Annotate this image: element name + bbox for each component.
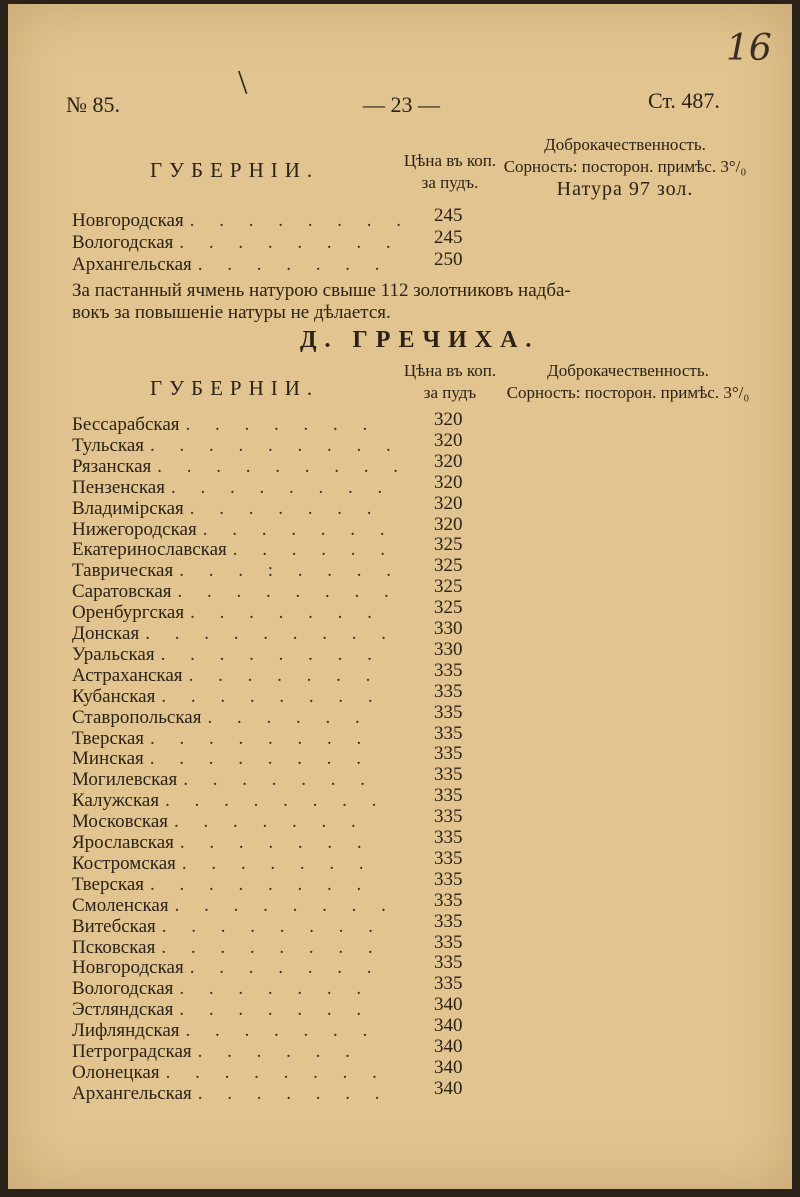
quality-d-line2: Сорность: посторон. примѣс. 3°/₀ (506, 383, 750, 402)
table-row (72, 868, 492, 895)
table-row (72, 847, 492, 874)
leader-dots: . . . . . . . (197, 1082, 390, 1104)
leader-dots: . . . . . . (207, 706, 370, 728)
province-name: Костромская (72, 852, 176, 874)
leader-dots: . . . . . . . (197, 254, 390, 275)
leader-dots: . . . . . . . (174, 811, 366, 833)
price-value: 250 (434, 249, 463, 270)
province-name: Витебская (72, 915, 156, 937)
province-name: Тульская (72, 434, 145, 456)
table-row (72, 205, 492, 231)
province-name: Тверская (72, 727, 145, 749)
price-value: 320 (434, 429, 463, 451)
leader-dots: . . . . . . . . (189, 210, 411, 231)
leader-dots: . . . . . . . (185, 414, 378, 435)
table-row (72, 659, 492, 686)
leader-dots: . . . . . . . (183, 769, 375, 791)
table-row (72, 249, 492, 275)
table-row (72, 638, 492, 665)
quality-d-line1: Доброкачественность. (547, 361, 709, 380)
leader-dots: . . . . . . . (179, 999, 372, 1021)
leader-dots: . . . . . . . (202, 518, 395, 540)
leader-dots: . . . . . . . . (179, 232, 401, 253)
price-heading-line1: Цѣна въ коп. (403, 151, 497, 170)
price-value: 335 (434, 806, 463, 828)
quality-heading-d (503, 360, 753, 404)
province-name: Смоленская (72, 894, 169, 916)
page-number: — 23 — (363, 92, 440, 117)
province-name: Уральская (72, 643, 155, 665)
price-value: 320 (434, 513, 463, 535)
table-row (72, 889, 492, 916)
price-value: 335 (434, 910, 463, 932)
leader-dots: . . . . . . . (189, 957, 382, 979)
leader-dots: . . . . . . . . (177, 581, 399, 603)
province-name: Минская (72, 748, 144, 770)
table-row (72, 471, 492, 498)
province-name: Архангельская (72, 254, 192, 275)
table-row (72, 1077, 492, 1104)
handwritten-page-number: 16 (726, 28, 772, 69)
price-value: 340 (434, 994, 463, 1016)
table-row (72, 680, 492, 707)
province-name: Петроградская (72, 1041, 192, 1062)
leader-dots: . . . : . . . . (179, 560, 401, 582)
table-row (72, 429, 492, 456)
leader-dots: . . . . . . . . (165, 1061, 387, 1083)
province-name: Донская (72, 623, 140, 644)
price-value: 335 (434, 889, 463, 911)
price-value: 340 (434, 1036, 463, 1057)
price-heading-d-line1: Цѣна въ коп. (403, 361, 497, 380)
price-value: 245 (434, 205, 463, 226)
province-name: Таврическая (72, 560, 174, 582)
province-name: Псковская (72, 936, 156, 958)
province-name: Лифляндская (72, 1020, 180, 1042)
table-row (72, 409, 492, 435)
leader-dots: . . . . . . . . (170, 476, 393, 498)
price-value: 335 (434, 868, 463, 890)
leader-dots: . . . . . . . . (149, 748, 372, 770)
note-line2: вокъ за повышенiе натуры не дѣлается. (72, 302, 391, 323)
quality-line3: Натура 97 зол. (556, 178, 694, 200)
price-heading-line2: за пудъ. (421, 173, 479, 192)
leader-dots: . . . . . . . . . (157, 455, 408, 477)
price-value: 330 (434, 618, 463, 639)
province-name: Нижегородская (72, 518, 197, 540)
price-value: 335 (434, 764, 463, 786)
price-value: 330 (434, 638, 463, 660)
table-row (72, 227, 492, 253)
price-value: 245 (434, 227, 463, 248)
price-value: 335 (434, 931, 463, 953)
leader-dots: . . . . . . (232, 539, 396, 561)
table-row (72, 994, 492, 1021)
province-name: Бессарабская (72, 414, 180, 435)
leader-dots: . . . . . . . . (161, 936, 383, 958)
price-heading (390, 150, 510, 194)
province-name: Тверская (72, 873, 145, 895)
province-name: Архангельская (72, 1082, 192, 1104)
province-name: Рязанская (72, 455, 152, 477)
table-row (72, 827, 492, 853)
column-number: Ст. 487. (648, 88, 720, 113)
province-name: Ставропольская (72, 706, 202, 728)
leader-dots: . . . . . . . (179, 978, 372, 1000)
leader-dots: . . . . . . . (181, 852, 374, 874)
leader-dots: . . . . . . . . (161, 685, 383, 707)
table-row (72, 492, 492, 519)
province-name: Пензенская (72, 476, 165, 498)
table-row (72, 1036, 492, 1062)
leader-dots: . . . . . . . . . (150, 434, 401, 456)
provinces-heading-d: ГУБЕРНIИ. (150, 376, 320, 400)
price-value: 325 (434, 555, 463, 577)
table-row (72, 931, 492, 958)
province-name: Калужская (72, 790, 160, 812)
price-value: 335 (434, 743, 463, 765)
table-row (72, 952, 492, 979)
table-row (72, 450, 492, 477)
table-row (72, 618, 492, 644)
price-heading-d-line2: за пудъ (423, 383, 477, 402)
price-value: 320 (434, 409, 463, 430)
price-value: 335 (434, 973, 463, 995)
province-name: Олонецкая (72, 1061, 160, 1083)
leader-dots: . . . . . . . (189, 497, 382, 519)
section-title: Д. ГРЕЧИХА. (300, 327, 540, 353)
table-row (72, 701, 492, 728)
province-name: Владимiрская (72, 497, 184, 519)
province-name: Екатеринославская (72, 539, 227, 561)
price-value: 340 (434, 1056, 463, 1078)
leader-dots: . . . . . . . . (165, 790, 387, 812)
handwritten-mark: \ (238, 64, 248, 101)
leader-dots: . . . . . . . (179, 832, 372, 853)
price-value: 340 (434, 1015, 463, 1037)
province-name: Могилевская (72, 769, 178, 791)
table-row (72, 597, 492, 624)
table-row (72, 1056, 492, 1083)
price-value: 320 (434, 450, 463, 472)
price-value: 335 (434, 847, 463, 869)
table-row (72, 513, 492, 540)
leader-dots: . . . . . . . . (150, 727, 372, 749)
price-value: 320 (434, 471, 463, 493)
provinces-heading: ГУБЕРНIИ. (150, 158, 320, 182)
document-page (8, 4, 792, 1189)
price-value: 335 (434, 785, 463, 807)
province-name: Новгородская (72, 957, 184, 979)
province-name: Кубанская (72, 685, 156, 707)
leader-dots: . . . . . . (197, 1041, 360, 1062)
province-name: Новгородская (72, 210, 184, 231)
province-name: Вологодская (72, 232, 174, 253)
price-value: 335 (434, 827, 463, 848)
table-row (72, 722, 492, 749)
price-value: 335 (434, 952, 463, 974)
table-row (72, 973, 492, 1000)
leader-dots: . . . . . . . . (161, 915, 384, 937)
price-heading-d (390, 360, 510, 404)
leader-dots: . . . . . . . . (160, 643, 382, 665)
table-row (72, 576, 492, 603)
table-row (72, 743, 492, 770)
issue-number: № 85. (66, 92, 120, 117)
price-value: 340 (434, 1077, 463, 1099)
price-value: 335 (434, 680, 463, 702)
price-value: 325 (434, 576, 463, 598)
price-value: 335 (434, 659, 463, 681)
quality-heading (500, 134, 750, 200)
province-name: Эстляндская (72, 999, 174, 1021)
leader-dots: . . . . . . . . . (145, 623, 396, 644)
table-row (72, 764, 492, 791)
table-row (72, 1015, 492, 1042)
table-row (72, 555, 492, 582)
province-name: Астраханская (72, 664, 183, 686)
leader-dots: . . . . . . . . (174, 894, 396, 916)
price-value: 325 (434, 597, 463, 619)
province-name: Саратовская (72, 581, 172, 603)
table-row (72, 806, 492, 833)
leader-dots: . . . . . . . (190, 602, 382, 624)
price-value: 320 (434, 492, 463, 514)
table-row (72, 910, 492, 937)
leader-dots: . . . . . . . (185, 1020, 378, 1042)
table-row (72, 785, 492, 812)
table-row (72, 534, 492, 561)
province-name: Московская (72, 811, 169, 833)
province-name: Вологодская (72, 978, 174, 1000)
price-value: 335 (434, 701, 463, 723)
province-name: Оренбургская (72, 602, 185, 624)
leader-dots: . . . . . . . (188, 664, 381, 686)
quality-line1: Доброкачественность. (544, 135, 706, 154)
note-line1: За пастанный ячмень натурою свыше 112 золотниковъ надба- (72, 280, 571, 301)
price-value: 335 (434, 722, 463, 744)
price-value: 325 (434, 534, 463, 556)
province-name: Ярославская (72, 832, 174, 853)
leader-dots: . . . . . . . . (150, 873, 372, 895)
quality-line2: Сорность: посторон. примѣс. 3°/₀ (503, 157, 747, 176)
